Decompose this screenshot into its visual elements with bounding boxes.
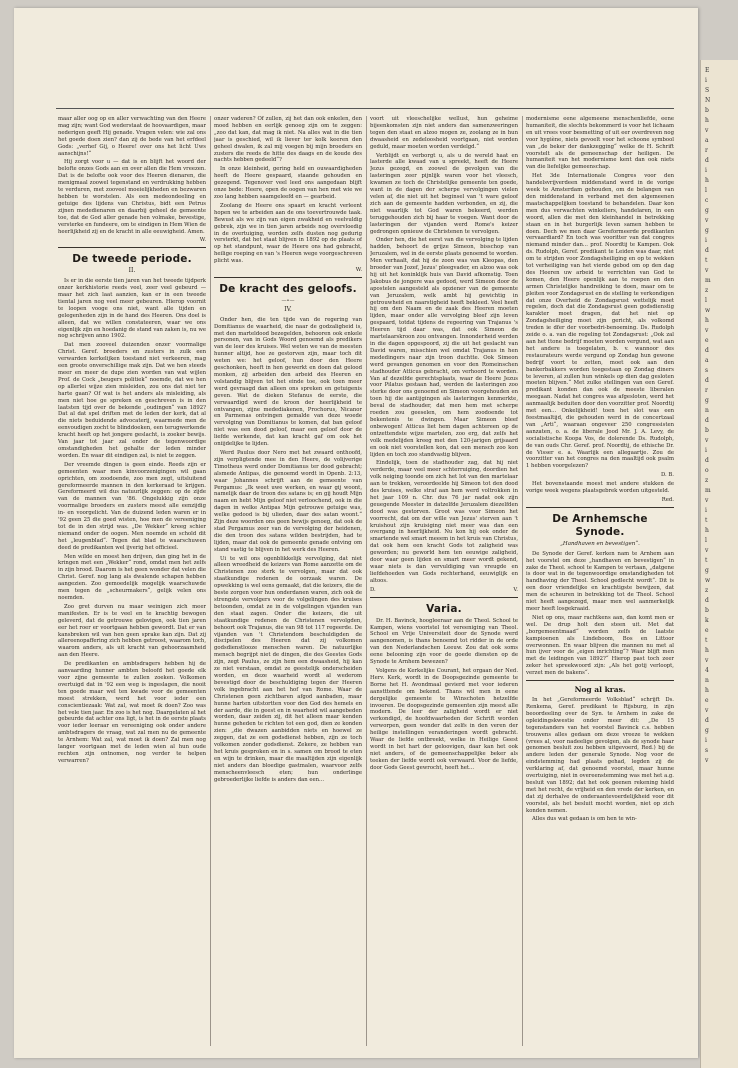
paragraph: Is er in die eerste tien jaren van het tweede tijdperk onzer kerkhistorie reeds veel, zeer veel gebeurd — maar het zich laat aanzien, kan er in een tweede tiental jaren nog veel meer gebeuren. Hierop voornit te loopen vooge ons niet, want alle tijden en gelegenheden zijn in de hand des Heeren. Ons doel is alleen, dat we willen constateeren, waar we ons eigenlijk zijn en hoedanig de stand van zaken is, nu we nog schrijven anno 1902.: [58, 278, 206, 340]
signature-row: [370, 587, 518, 594]
signature: W.: [355, 267, 362, 274]
paragraph: Dr. H. Bavinck, hoogleeraar aan de Theol. School te Kampen, wiens vooristel tot vereeniging van Theol. School en Vrije Universiteit door de Synode werd aangenomen, is thans benoemd tot ridder in de orde van den Nederlandschen Leeuw. Zou dat ook soms eene belooning zijn voor de goede diensten op de Synode te Arnhem bewezen?: [370, 617, 518, 666]
section-rule: [526, 507, 674, 508]
section-rule: [214, 277, 362, 278]
paragraph: Men wilde en moest hen drijven, dan ging het in de kringen met een „Wekker“ rond, omdat men het zelfs in zijn brood. Daarom is het geen wonder dat velen die Christ. Geref. nog lang als dwalende schapen hebben aangezien. Zoo gemoedelijk mogelijk waarschuwde men tegen de „scheurmakers“, gelijk velen ons noemden.: [58, 553, 206, 601]
article-heading: De Arnhemsche Synode.: [552, 512, 648, 538]
section-rule: [370, 597, 518, 598]
paragraph: De Synode der Geref. kerken nam te Arnhem aan het voorstel om deze „handhaven en bevestigen“ in zake de Theol. school te Kampen te vertaan, „datgene is door wat in de tegenwoordige omstandigheden tot handhaving der Theol. School gedlecht wordt“. Dit is een door vriendelijke en krachtigste bewijzen, dat men de scheuren in betrekking tot de Theol. School niet heeft aangezegd, maar men wel aanmerkelijk meer heeft losgekraaid.: [526, 550, 674, 612]
paragraph: Volgens de Kerkelijke Courant, het orgaan der Ned. Herv. Kerk, wordt in de Doopsgezinde gemeente te Borne het H. Avondmaal gevierd met voor iederen aanstttende om bekend. Thans wil men in eene dergelijke gemeente te Winschoten hetzelfde invoeren. De doopsgezinde gemeenten zijn meest alle modern. De leer der zaligheid wordt er niet verkondigd, de hoofdwaarheden der Schrift worden verworpen, geen wonder dat zelfs in den veren der heilige instellingen veranderingen wordt gebracht. Waar de liefde ontbreekt, welke in Heilige Geest wordt in het hart der geloovigen, daar kan het ook niet anders, of de gemeenschappelijke beker als teeken der liefde wordt ook verwaard. Voor de liefde, door Gods Geest gewrocht, heeft het...: [370, 667, 518, 771]
paragraph: Het bovenstaande moest met andere stukken de vorige week wegens plaatsgebrek worden uitgesteld.: [526, 481, 674, 495]
paragraph: Der vreemde dingen is geen einde. Reeds zijn er gemeenten waar men kinvoorzenigingen wil gaan oprichten, om zoodoende, zoo men zegt, uitsluitend gereformeerde mannen in den kerkeraad te krijgen. Gereformeerd wil dus natuurlijk zeggen: op de zijde van de mannen van '86. Ongelukkig zijn onze voormalige broeders en zusters meest alle eenzijdig in- en voorgelicht. Van de duizend leden waren er in '92 geen 25 die goed wisten, hoe men de vereeniging tot de in den strijd was. „De Wekker“ kreeg schier niemand onder de oogen. Men noemde en schold dit het „leugenblad“. Tegen dat blad te waarschuwen deed de predikanten wel ijverig het officieel.: [58, 461, 206, 551]
paragraph: Alles dus wat gedaan is om hen te win-: [532, 816, 637, 823]
article-heading: De tweede periode.: [72, 253, 192, 266]
paragraph: Onder hen, die ten tijde van de regering van Domitianus de waarheid, die naar de godzaligheid is, met den marteldood bezegelden, behooren ook enkele personen, van in Gods Woord genoemd als predikers van de leer des kruises. Wel weten we van de meesten hunner altijd, hoe ze gestorven zijn, maar toch dit weten we: het geloof, hun door den Heere geschonken, heeft in hen gewerkt en doen dat gelood monken, zij arbeiden den arbeid des Heeren en volstandig blijven tot het einde toe, ook toen meer werd gevraagd dan alleen ons spreken en getuigenis geven. Wat de dieken Stefanus de eerste, die verwaardigd werd de kroon der heerlijkheid te ontvangen, zijne medediakenen, Prochorus, Nicanor en Parmenas ontvingen gemalde van deze woede vervolging van Domitianus te komen, dat ban geloof niet was een dood geloof, maar een geloof door de liefde werkende, dat kan kracht gaf om ook het oniijdelijke te lijden.: [214, 316, 362, 448]
newspaper-page: [14, 8, 698, 1058]
column-2: [214, 116, 362, 1046]
paragraph: Verblijdt en verborgt u, als u de wereld haat en lasterde alle kwaad van u spreekt, heeft de Heere Jezus gezegd, en zoowel de gevolgen van die lasteringen zeer pijnlijk waren voor het vleesch, kwamen ze toch de Christelijke gemeente ten goede, want in de dagen der scherpe vervolgingen vielen velen af, die niet uit het beginsel van 't ware geloof zich aan de gemeente hadden verbonden, en zij, die niet waarlijk tot God waren bekeerd, werden teruggehouden zich bij haar te voegen. Want door de lasteringen der vijanden werd Rome's keizer gedrongen opnieuw de Christenen te vervolgen.: [370, 152, 518, 235]
article-heading: De kracht des geloofs.: [219, 282, 357, 295]
paragraph: modernisme eene algemeene menschenliefde, eene humaniteit, die slechts bekommerd is voor het lichaam en uit vrees voor besmetting of uit eer overdreven nog voor hygiène, niets gevoelt voor het schoone symbool van „de beker der dankzegging“ welke de H. Schrift voorstelt als de gemeenschap der heiligen. De humaniteit van het modernisme kent dan ook niets van die liefelijke gemeenschap.: [526, 116, 674, 171]
paragraph: Niet op ons, maar rachtkens aan, dan komt men er wel. De drup holt den steen uit. Met dat „borgemeentmaad“ worden zelfs de laatste kampioenen als Lindeboom, Bos en Littoor overwonnen. En waar blijven die mannen nu met al hun ijver voor de „eigen inrichting“? Waar blijft men met de leidingen van 1892?“ Hierop past toch zeer zeker het spreekwoord zijn: „Als het gotij verloopt, verzet men de bakens“.: [526, 614, 674, 677]
column-divider: [366, 116, 367, 1046]
article-subtitle: „Handhaven en bevestigen“.: [560, 540, 640, 547]
column-1: [58, 116, 206, 1046]
paragraph: Eindelijk, toen de stadhouder zag, dat hij niet verderde, maar veel meer schterruiging, doordien het volk neiging toonde om zich het lot van den martelaar aan te trekken, veroordeelde hij Simeon tot den dood des kruises, welke straf aan hem werd voltrokken in het jaar 109 n. Chr. dus 76 jar nadat ook zijn geuegende Meester in datzelfde Jeruzalem diezelfden dood was gestorven. Groot was voor Simeon het voorrecht, dat om der wille van Jezus' sterven aan 't kruishout zijn kruisiging niet meer was dan een overgang in heerlijkheid. Nu kon hij ook onder de smartende wel smart meeem in het kruis van Christus, dat ook hem een kracht Gods tot zaligheid was geworden; nu geworld hem ten eeuwige zaligheid, door waar geen lijden en smart meer wordt gekend, waar niets is dan vervuldiging van vreugde en liefdehoeden van Gods rechterhand, eeuwiglijk en altoos.: [370, 460, 518, 584]
signature: D.: [370, 586, 376, 593]
paragraph: Zoo gret durven nu maar weinigen zich meer manifesten. Er is te veel en te krachtig bewogen geleverd, dat de getrouwe gelovigen, ook tien jaren eer het roer er voortgaan hebben gewordt. Dat er van kansbreken wil van hen geen sprake kan zijn. Dat zij allereenopaffering zich hebben getroost, waarom toch, waarom anders, als uit kracht van gehoorzaamheid aan den Heere.: [58, 603, 206, 659]
ornament: —•—: [281, 297, 295, 304]
paragraph: maar aller oog op en aller verwachting van den Heere mag zijn; want God wederstaat de hoovaardigen, maar nederigen geeft Hij genade. Vragen velen: wie zal ons het goede doen zien? dan zij de bede van het erfdeel Gods: „verhef Gij, o Heere! over ons het licht Uws aanschijns!“: [58, 116, 206, 157]
paragraph: De predikanten en ambtsdragers hebben hij de aanvaarding hunner ambten beloofd het goede elk voor zijne gemeente te zullen zoeken. Volkomen overtuigd dat in '92 een weg is ingeslagen, die nooit ten goede maar wel ten kwade voor de gemeenten moest strekken, werd het voor ieder een conscientiezaak: Wat zal, wat moet ik doen? Zoo was het vele tien jaar. En zoo is het nog. Daargelaten al het gebeurde dat achter ons ligt, is het in de eerste plaats voor ieder leeraar en vereeniging ook onder andere ambtsdragers de vraag, wat zal men nu de gemeente te Arnhem: Wat zal, wat moet ik doen? Zal men nog langer voortgaan met de leden wien al hun oude rechten zijn ontnomen, nog verder te helpen verwarren?: [58, 661, 206, 764]
article-heading: Varia.: [426, 602, 462, 615]
paragraph: Hij zorgt voor u — dat is en blijft het woord der belofte onzes Gods aan en over allen die Hem vreezen. Dat is de belofte ook voor des Heeren dienaren, die menigmaal zoowel tegenstand en verdrukking hebben te verduren, met zooveel moeielijkheden en bezwaren hebben te worstelen. Als een medeondeeling en getuige des lijdens van Christus, bidt een Petrus zijnen mededienaren en daarbij geheel de gemeente toe, dat de God aller genade hen volmake, bevestige, versterke en fundeere, om te eindigen in Hem Wien de heerlijkheid zij en de kracht in alle eeuwigheid. Amen.: [58, 159, 206, 235]
paragraph: Ui te wil ons ogenblikkelijk vervolging, dat niet alleen wreedheid de keizers van Rome aanzette om de Christenen zoo sterk te vervolgen, maar dat ook staatkundige redenen de oorzaak waren. De opwekking is wel eens gemaakt, dat die keizers, die de beste zorgen voor hun onderdanen waren, zich ook de strengste vervolgers voor de volgelingen des kruises betoonden, omdat ze in de volgelingen vijanden van den staat zagen. Onder die keizers, die uit staatkundige redenen de Christenen vervolgden, behoort ook Trajanus, die van 98 tot 117 regeerde. De vijanden van 't Christendom beschuldigden de discipelen des Heeren dat zij volkomen godsdienstlooze menschen waren. De natuurlijke mensch begrijpt niet de dingen, die des Geestes Gods zijn, zegt Paulus, ze zijn hem een dwaasheid, hij kan ze niet verstaan, omdat ze geestelijk onderscheiden worden, en deze waarheid wordt al wederom bevestigd door de beschuldiging tegen der Heeren volk ingebracht aan het hof van Rome. Waar de Christenen geen zichtbaren afgod aanbaden, maar hunne harten uitstortten voor den God des hemels en der aarde, die in geest en in waarheid wil aangebeden worden, daar zeiden zij, dit het alleen maar kenden hunne geheden te richten tot een god, dien ze konden zien: „die dwazen aanbidden niets en hoewel ze zeggen, dat ze een godsdienst hebben, zijn ze toch volkomen zonder godsdienst. Zekere, ze hebben van het kruis gesproken en in s. samen om brood te eten en wijn te drinken, maar die maaltijden zijn eigenlijk niet anders dan bloedige gastmalen, waarvoor zelfs menscheenvleesch eten; hun onderlinge gebroederlijke liefde is anders dan een...: [214, 555, 362, 783]
column-3: [370, 116, 518, 1046]
signature: V.: [513, 586, 518, 593]
paragraph: onzer vaderen? Of zullen, zij het dan ook enkelen, den moed hebben en eerlijk genoeg zijn om te zeggen: „zoo dat kan, dat mag ik niet. Na alles wat in die tien jaar is geschied, wil ik liever ter kolk keeren den geheel dwalen, ik zal mij voegen bij mijn broeders en zusters die reeds de hitte des daags en de koude des nachts hebben gedeeld“?: [214, 116, 362, 164]
top-rule: [56, 108, 674, 109]
column-divider: [522, 116, 523, 1046]
column-divider: [210, 116, 211, 1046]
paragraph: Dat men zooveel duizenden onzer voormalige Christ. Geref. broeders en zusters in zulk een verwarden kerkelijken toestand niet verkeeren, mag een groote onverschillige mak zijn. Dat we hen steeds meer en meer de dupe zien worden van wat wijlen Prof. de Cock „beugers politiek“ noemde, dat we hen op allerlei wijze zien misleiden, zou ons dat niet ter harte gaan? Of wat is het anders als misleiding, als men niet hoe ge spreken en geschreven is in den laatsten tijd over de bekende „oudingen“ van 1892? Dat al dat spel driften met de leden der kerk, dat al die niets beduidende advocaterij, waarmede men de eenvoudigen zocht te blinddoeken, een terugwerkende kracht heeft op het jongere geslacht, is zoeker bewijs. Van jaar tot jaar zal onder de tegenwoordige omstandigheden het gehalte der leden minder worden. En waar dit eindigen zal, is niet te zeggen.: [58, 342, 206, 459]
paragraph: Werd Paulus door Nero met het zwaard onthoofd, zijn verpligtende mee in den Heere, de volijverige Timotheus werd onder Domitianus ter dood gebracht; alsmede Antipas, die genoemd wordt in Openb. 2:13, waar Johannes schrijft aan de gemeente van Pergamus: „Ik weet uwe werken, en waar gij woont, namelijk daar de troon des satans is; en gij houdt Mijn naam en hebt Mijn geloof niet verloochend, ook in die dagen in welke Antipas Mijn getrouwe getuige was, welke gedood is bij ulieden, daar des satan woont.“ Zijn deze woorden ons geen bewijs genoeg, dat ook de stad Pergamus zeer van de vervolging der heidenen, die den troon des satans wilden bestrijden, had te lijden, maar dat ook de gemeente genade ontving om stand vastig te blijven in het werk des Heeren.: [214, 449, 362, 553]
section-number: II.: [128, 267, 136, 275]
section-number: IV.: [284, 305, 292, 313]
paragraph: In onze kleinheid, gering held en ouwaardigheden heeft de Heere gespaard, staande gehouden en gezegend. Tegenover veel leed ons aangedaan blijft onze bede: Heere, open de oogen van hen met wie we zoo lang hebben saamgeleefd en — gearbeid.: [214, 166, 362, 200]
paragraph: voort uit vleeschelijke wellust, hun geheime bijeenkomsten zijn niet anders dan samenzweringen tegen den staat en alzoo mogen ze, zoolang ze in hun dwaasheid en zedeloosheid voortgaan, niet worden geduld, maar moeten worden verdelgd.“: [370, 116, 518, 150]
signature: D. B.: [660, 472, 674, 479]
paragraph: Het 3de Internationale Congres voor den handelsvrijverdeen middenstand werd in de vorige week te Amsterdam gehouden, om de belangen van den middenstand in verband met den algemeenen maatschappelijken toestand te behandelen. Daar kon men dus verwachten winkeliers, handelaren, in een woord, allen die met den kleinhandel in betrekking staan en in het burgerlijk leven samen hebben te doen. Dech we men daar Gereformeerde predikanten vervaardiard? En toch was vooritter van dat congres niemand minder dan... prof. Noordtij te Kampen. Ook ds. Rudolph, Geref. predikant te Leiden was daar, niet om te strijden voor Zondagsheiliging en op te wekken tot verheiliging van het vierde gebod om op den dag des Heeren uw arbeid te verrichten van God te komen, den Heere openlijk aan te roepen en den armen Christelijke handreiking te doen, maar om te pleiten voor Zondagsrust en de stelling te verkondigen dat onze Overheid de Zondagsrust wettelijk moet regelen, doch dat die Zondagsrust geen godsdienstig karakter moet dragen, dat het niet op Zondagsheiliging moet zijn gericht, als volkomd treden ie dfer der voorbedri-benoeming. Ds. Rudolph zeide o. a. van die regeling tot Zondagsrust: „Ook zal aan het ttone bedrijf moeten worden vergund, wat aan het andere is toegelaten, b. v. wannoor des restaurateurs werde vergund op Zondag hun gewone bedrijf voort te zetten, moet ook aan den bankerbakkers worden toegestaan op Zondag diners te leveren, al zullen hun winkels op dien dag gesloten moeten blijven.“ Met zulke stellingen van een Geref. predikant konden dan ook de meeste liberalen meegaan. Nadat het congres was afgesloten, werd het aanmaalijk beduiten door den voorzitter prof. Noordtij met een... Onkelijkheid! toen het slot was een feestmaaltijd, die gehouden werd in de concertzaal van „Arti“, waaraan ongeveer 250 congressisten aanzaten, o. a. de liberale Jood Mr. J. A. Levy, de socialistische Koopa Vos, de dolerende Ds. Rudolph, de van ouds Chr. Geref. prof. Noordtij, de ethische Dr. de Visser e. a. Waarlijk een allegaartje. Zou de voorzitter van het congres na den maaltijd ook psalm 1 hebben voorgelezen?: [526, 173, 674, 470]
paragraph: Zoolang de Heere ons spaart en kracht verleent hopen we te arbeiden aan de ons toevertrouwde taak. Bewust als we zijn van eigen zwakheid en veelvuldig gebrek, zijn we in tien jaren arbeids nog overvloedig in de overtuiging, worden zelfs dusten nog gedurig versterkt, dat het staat blijven in 1892 op de plaats of op het standpunt, waar de Heere ons had gebracht, heilige roeping en van 's Heeren wege voorgeschreven plicht was.: [214, 202, 362, 265]
edge-text: E i S N b h v a r d i h l c g v g i d t v m z l w h v e d a s d r g n d b v i d o z m v i t h l v t g w z d b k e t h v 4 n h e v d g i s v: [705, 67, 711, 764]
paragraph: Onder hen, die het eerst van die vervolging te lijden hadden, behoort de grijze Simeon, bisschop van Jeruzalem, wel in de eerste plaats genoemd te worden. Men verhaalt, dat hij de zoon was van Kleopas, den broeder van Jozef, Jezus' pleegvader, en alzoo was ook hij uit het koninklijk huis van David afkomstig. Toen Jakobus de jongere was gedood, werd Simeon door de apostelen aangesteld als opziener van de gemeente van Jeruzalem, welk ambt hij gewichtig in getrouwheid en naarstigheid heeft bekleed. Veel heeft hij om den Naam en de zaak des Heeren moeten lijden, maar onder alle vervolging bleef zijn leven gespaard, totdat tijdens de regeering van Trajanus 's Heeren tijd daar was, dat ook Simeon de martelaarskroon zou ontvangen. Innonderheid werden in die dagen opgespoord, zij die uit het geslacht van David waren, misschien wel omdat Trajanus in hen mededingers naar zijn troon duchtte. Ook Simeon werd gevangen genomen en voor den Romeinschen stadhouder Atticus gebracht, om verhoord te worden. Van af dezelfde gerechtsplaats, waar de Heere Jezus voor Pilatus gestaan had, werden de lasteringen zoo sterke door ons genoemd en Simeon voorgehouden en toen hij die aantijgingen als lasteringen kenmerkte, beval de stadhouder, dat men hem met scherpe roeden zou geeselen, om hem zoodoende tot bekentenis te dwingen. Maar Simeon bleef onbewogen! Atticus liet hem dagen achtereen op de ontzettendste wijze martelen, zoo erg, dat zelfs het volk medelijden kreeg met den 120-jarigen grijsaard en ook niet voorstellen kon, dat een mensch zoo kon lijden en toch zoo standvastig blijven.: [370, 237, 518, 458]
column-4: [526, 116, 674, 1046]
section-rule: [526, 680, 674, 681]
adjacent-page-edge: [700, 60, 738, 1068]
signature: W.: [199, 237, 206, 244]
article-heading: Nog al kras.: [574, 685, 626, 695]
section-rule: [58, 247, 206, 248]
paragraph: In het „Gereformeerde Volksblad“ schrijft Ds. Renkema, Geref. predikant te Rijsburg, in zijn beoordeeling over de Syn. te Arnhem in zake de opleidingskwestie onder meer dit: „De 15 tegenstanders van het voorstel Bavinck c.s. hebben trouwens alles gedaan om deze vreeze te wekken (vrees al, voor nadeelige gevolgen, als de synode haar genomen besluit zou hebben uitgevoerd, Red.) bij de andere leden der generale Synode. Nog voor de eindstemming had plaats gehad, legden zij de verklaring af, dat genoemd voorstel, maar hunne overtuiging, niet in overeenstemming was met het a.g. besluit van 1892; dat het ook geenen rekening hield met het recht, de vrijheid en den vrede der kerken, en dat zij derhalve de onderaantevoerdelijkheid voor dit voorstel, als het besluit mocht worden, niet op zich konden nemen.: [526, 697, 674, 814]
signature: Red.: [661, 496, 674, 503]
